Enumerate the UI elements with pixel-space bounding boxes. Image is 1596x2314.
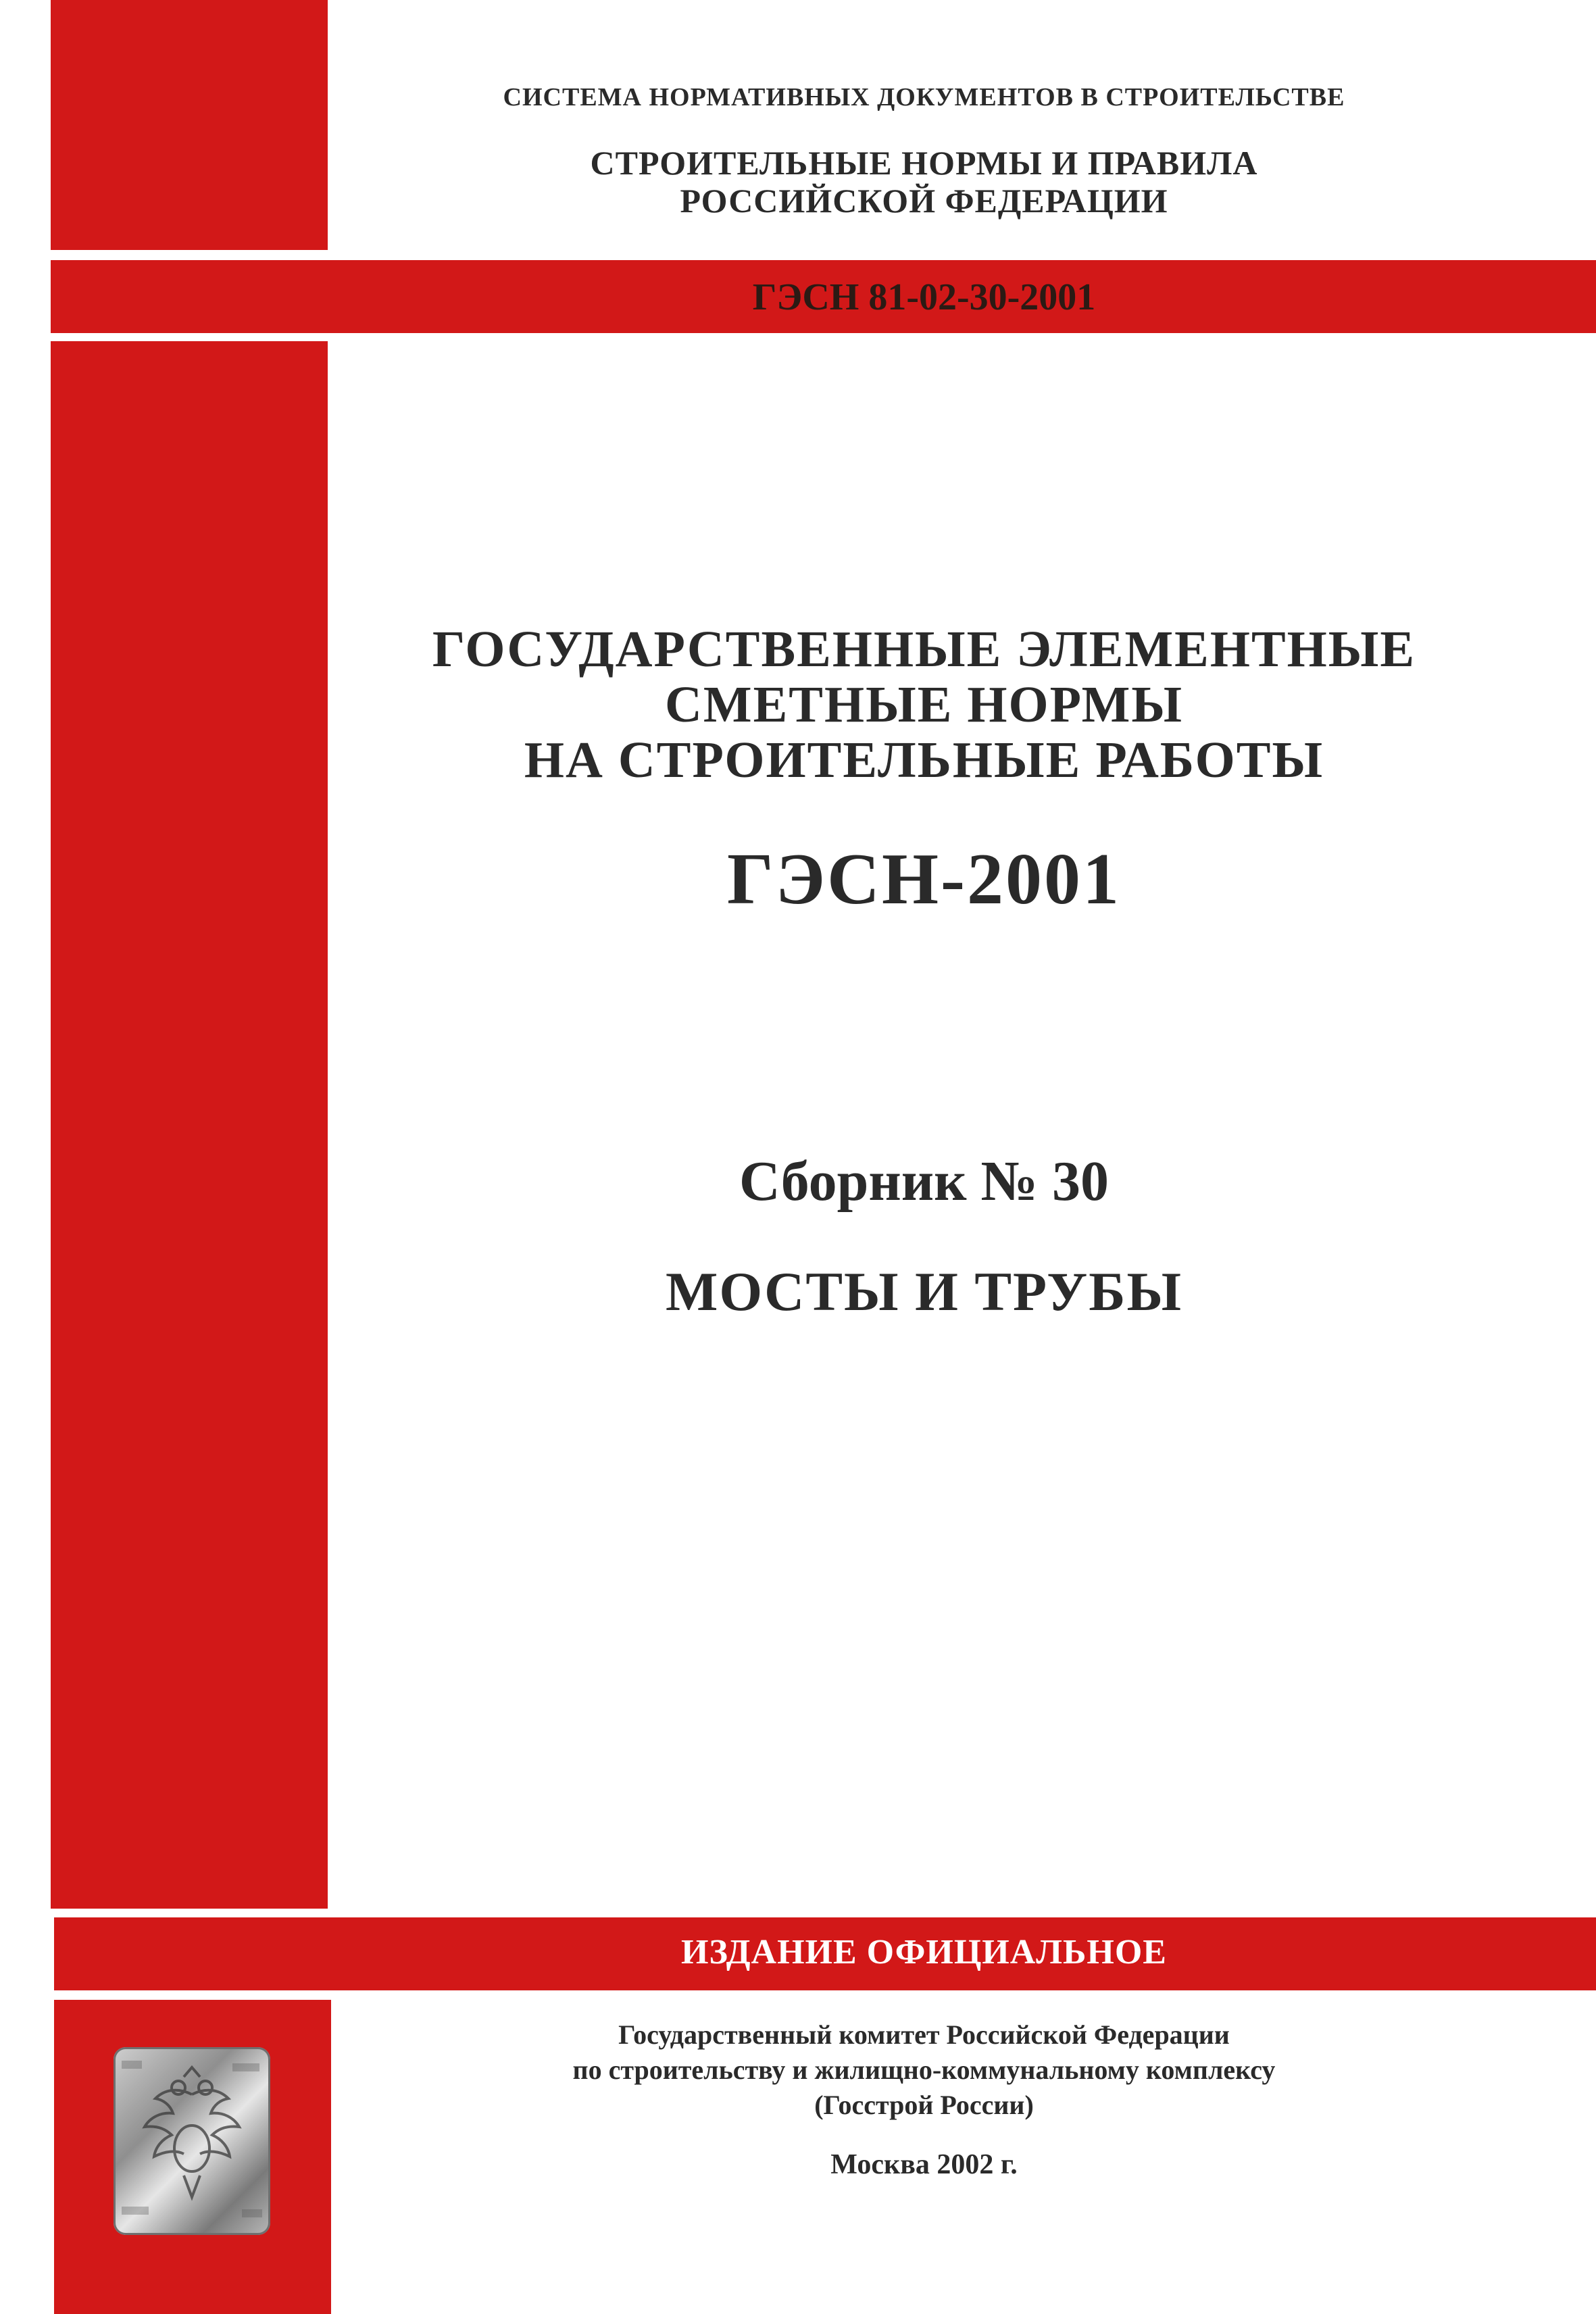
publisher-line1: Государственный комитет Российской Федерации	[618, 2019, 1230, 2050]
title-line1: ГОСУДАРСТВЕННЫЕ ЭЛЕМЕНТНЫЕ	[432, 621, 1416, 678]
official-edition-label: ИЗДАНИЕ ОФИЦИАЛЬНОЕ	[681, 1933, 1167, 1971]
red-bar-left-main	[51, 341, 328, 1909]
publisher-line2: по строительству и жилищно-коммунальному комплексу	[572, 2055, 1276, 2085]
section-title: МОСТЫ И ТРУБЫ	[665, 1261, 1183, 1322]
double-headed-eagle-icon	[114, 2047, 270, 2235]
main-code: ГЭСН-2001	[727, 839, 1121, 920]
system-heading: СИСТЕМА НОРМАТИВНЫХ ДОКУМЕНТОВ В СТРОИТЕЛЬСТВЕ	[503, 83, 1345, 111]
document-code: ГЭСН 81-02-30-2001	[752, 276, 1096, 318]
publisher-line3: (Госстрой России)	[814, 2090, 1034, 2120]
snip-heading-line1: СТРОИТЕЛЬНЫЕ НОРМЫ И ПРАВИЛА	[590, 144, 1258, 182]
title-line3: НА СТРОИТЕЛЬНЫЕ РАБОТЫ	[524, 732, 1324, 788]
title-line2: СМЕТНЫЕ НОРМЫ	[665, 676, 1183, 733]
red-bar-left-top	[51, 0, 328, 250]
hologram-sticker	[114, 2047, 270, 2235]
snip-heading-line2: РОССИЙСКОЙ ФЕДЕРАЦИИ	[680, 182, 1168, 220]
collection-number: Сборник № 30	[739, 1150, 1109, 1213]
city-year: Москва 2002 г.	[830, 2149, 1018, 2180]
